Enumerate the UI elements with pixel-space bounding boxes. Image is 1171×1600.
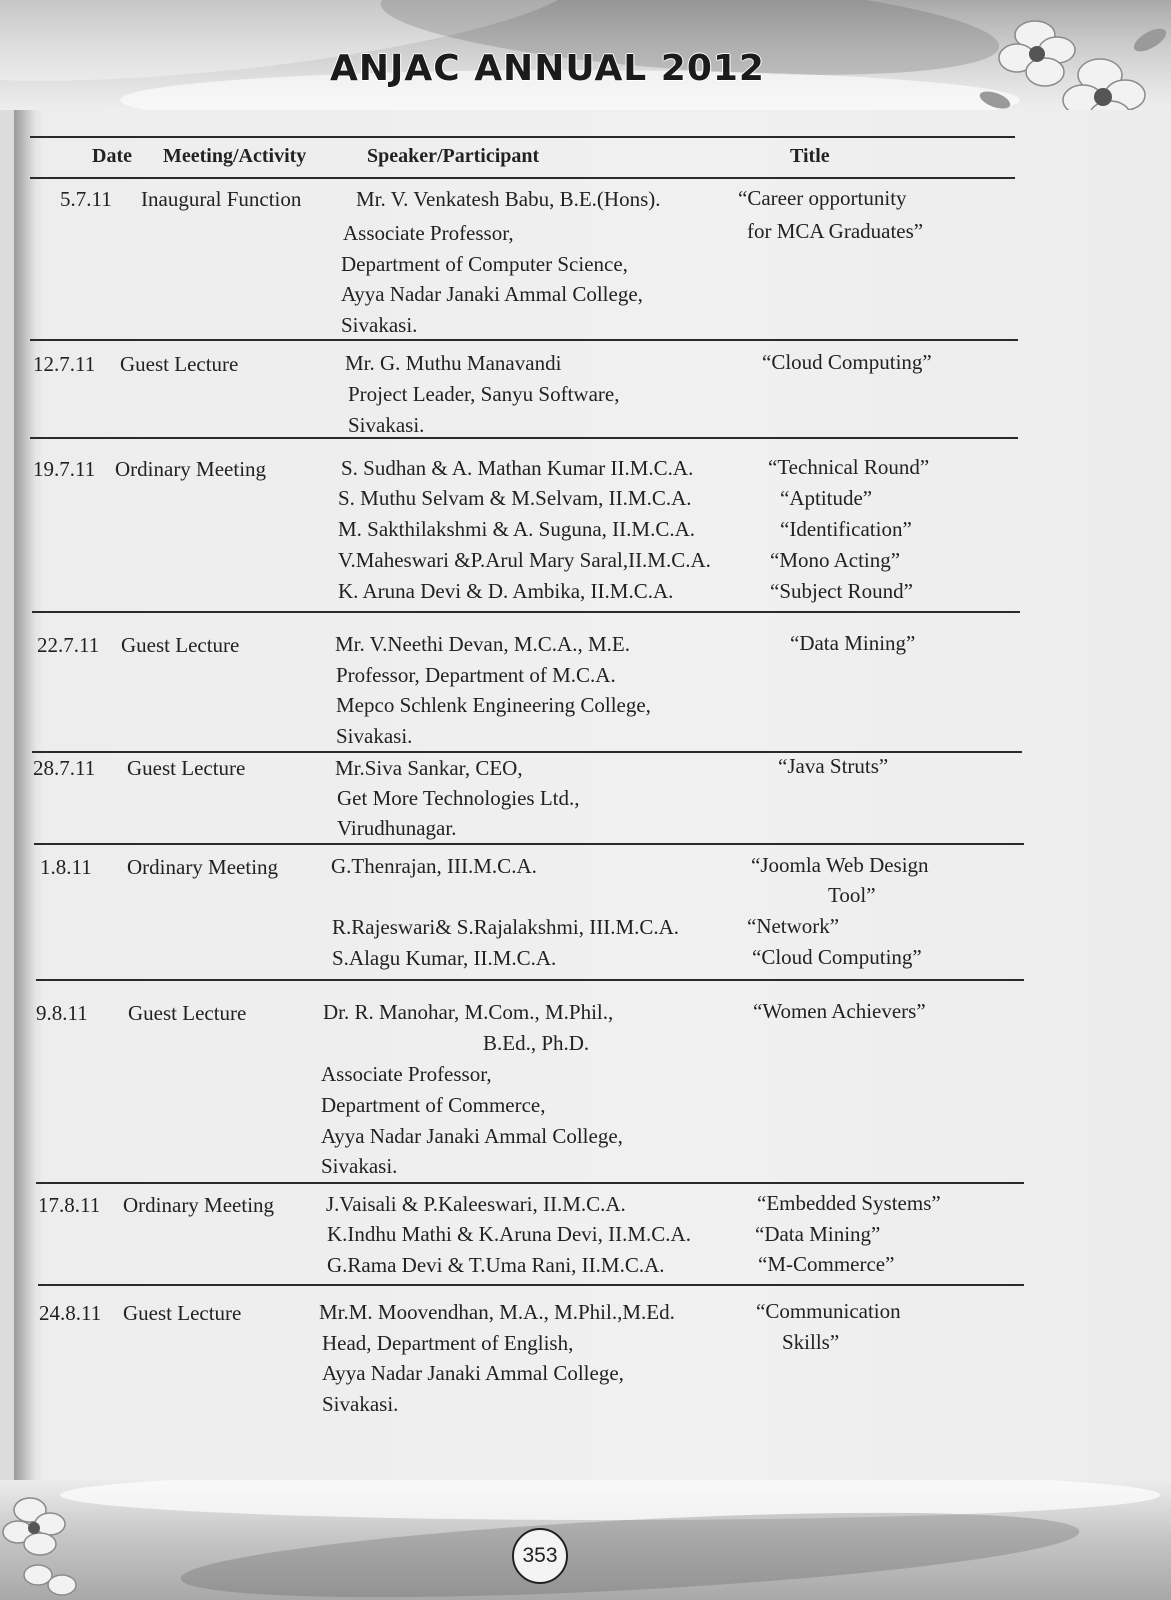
row-speaker-line: Mepco Schlenk Engineering College, [336, 693, 651, 717]
row-speaker-line: S. Sudhan & A. Mathan Kumar II.M.C.A. [341, 456, 694, 480]
publication-title: ANJAC ANNUAL 2012 [330, 48, 765, 89]
row-title-line: “Women Achievers” [753, 999, 926, 1023]
row-speaker-line: Project Leader, Sanyu Software, [348, 382, 620, 406]
column-header-speaker: Speaker/Participant [367, 145, 540, 167]
row-speaker-line: Mr. V.Neethi Devan, M.C.A., M.E. [335, 632, 630, 656]
column-header-title: Title [790, 145, 830, 167]
row-date: 19.7.11 [33, 457, 96, 481]
row-title-line: “Data Mining” [755, 1222, 881, 1246]
row-date: 5.7.11 [60, 187, 112, 211]
row-speaker-line: K. Aruna Devi & D. Ambika, II.M.C.A. [338, 579, 674, 603]
row-speaker-line: G.Rama Devi & T.Uma Rani, II.M.C.A. [327, 1253, 665, 1277]
footer-swoosh-shape [60, 1480, 1160, 1520]
row-title-line: “Embedded Systems” [757, 1191, 941, 1215]
row-speaker-line: S. Muthu Selvam & M.Selvam, II.M.C.A. [338, 486, 692, 510]
row-title-line: “Java Struts” [778, 754, 889, 778]
row-speaker-line: M. Sakthilakshmi & A. Suguna, II.M.C.A. [338, 517, 696, 541]
row-title-line: Skills” [782, 1330, 840, 1354]
row-title-line: “Technical Round” [768, 455, 930, 479]
row-speaker-line: Ayya Nadar Janaki Ammal College, [322, 1361, 624, 1385]
row-speaker-line: Virudhunagar. [337, 816, 457, 840]
row-activity: Ordinary Meeting [123, 1193, 275, 1217]
row-speaker-line: Mr. V. Venkatesh Babu, B.E.(Hons). [356, 187, 661, 211]
row-title-line: “Cloud Computing” [762, 350, 932, 374]
row-speaker-line: Ayya Nadar Janaki Ammal College, [341, 282, 643, 306]
table-top-rule [30, 136, 1015, 138]
row-title-line: “Communication [756, 1299, 901, 1323]
row-speaker-line: Department of Computer Science, [341, 252, 628, 276]
row-date: 28.7.11 [33, 756, 96, 780]
row-activity: Guest Lecture [127, 756, 246, 780]
row-title-line: “Subject Round” [770, 579, 913, 603]
row-speaker-line: Sivakasi. [321, 1154, 398, 1178]
row-title-line: Tool” [828, 883, 876, 907]
row-title-line: “Aptitude” [780, 486, 873, 510]
row-divider [36, 979, 1024, 981]
row-date: 1.8.11 [40, 855, 92, 879]
row-speaker-line: Associate Professor, [343, 221, 514, 245]
row-speaker-line: Sivakasi. [348, 413, 425, 437]
row-speaker-line: Professor, Department of M.C.A. [336, 663, 616, 687]
row-speaker-line: Associate Professor, [321, 1062, 492, 1086]
row-speaker-line: V.Maheswari &P.Arul Mary Saral,II.M.C.A. [338, 548, 711, 572]
row-divider [38, 1284, 1024, 1286]
row-date: 12.7.11 [33, 352, 96, 376]
row-title-line: “Career opportunity [738, 186, 907, 210]
row-speaker-line: J.Vaisali & P.Kaleeswari, II.M.C.A. [326, 1192, 626, 1216]
row-speaker-line: K.Indhu Mathi & K.Aruna Devi, II.M.C.A. [327, 1222, 691, 1246]
row-speaker-line: Sivakasi. [322, 1392, 399, 1416]
row-activity: Guest Lecture [120, 352, 239, 376]
footer-banner [0, 1480, 1171, 1600]
row-speaker-line: Mr.M. Moovendhan, M.A., M.Phil.,M.Ed. [319, 1300, 675, 1324]
row-title-line: “Network” [747, 914, 840, 938]
row-divider [32, 611, 1020, 613]
row-speaker-line: Ayya Nadar Janaki Ammal College, [321, 1124, 623, 1148]
row-speaker-line: Mr. G. Muthu Manavandi [345, 351, 562, 375]
row-title-line: “M-Commerce” [758, 1252, 895, 1276]
row-divider [30, 437, 1018, 439]
column-header-date: Date [92, 145, 132, 167]
row-activity: Inaugural Function [141, 187, 302, 211]
row-speaker-line: Get More Technologies Ltd., [337, 786, 580, 810]
page-number: 353 [512, 1528, 568, 1584]
row-title-line: “Joomla Web Design [751, 853, 929, 877]
row-date: 17.8.11 [38, 1193, 101, 1217]
row-speaker-line: Mr.Siva Sankar, CEO, [335, 756, 523, 780]
row-title-line: “Identification” [780, 517, 912, 541]
row-speaker-line: G.Thenrajan, III.M.C.A. [331, 854, 537, 878]
flower-decoration-icon [0, 1480, 110, 1600]
row-divider [30, 339, 1018, 341]
row-title-line: for MCA Graduates” [747, 219, 924, 243]
column-header-activity: Meeting/Activity [163, 145, 307, 167]
row-speaker-line: Department of Commerce, [321, 1093, 546, 1117]
row-date: 22.7.11 [37, 633, 100, 657]
row-activity: Guest Lecture [123, 1301, 242, 1325]
row-date: 24.8.11 [39, 1301, 102, 1325]
row-activity: Guest Lecture [121, 633, 240, 657]
row-activity: Ordinary Meeting [127, 855, 279, 879]
row-divider [36, 1182, 1024, 1184]
row-activity: Guest Lecture [128, 1001, 247, 1025]
row-speaker-line: Head, Department of English, [322, 1331, 574, 1355]
row-title-line: “Cloud Computing” [752, 945, 922, 969]
row-speaker-line: Dr. R. Manohar, M.Com., M.Phil., [323, 1000, 614, 1024]
table-header-rule [30, 177, 1015, 179]
row-title-line: “Data Mining” [790, 631, 916, 655]
row-speaker-line: Sivakasi. [336, 724, 413, 748]
row-speaker-line: Sivakasi. [341, 313, 418, 337]
row-speaker-line: B.Ed., Ph.D. [483, 1031, 590, 1055]
row-date: 9.8.11 [36, 1001, 88, 1025]
row-title-line: “Mono Acting” [770, 548, 901, 572]
row-activity: Ordinary Meeting [115, 457, 267, 481]
row-speaker-line: R.Rajeswari& S.Rajalakshmi, III.M.C.A. [332, 915, 680, 939]
row-speaker-line: S.Alagu Kumar, II.M.C.A. [332, 946, 557, 970]
row-divider [34, 843, 1024, 845]
